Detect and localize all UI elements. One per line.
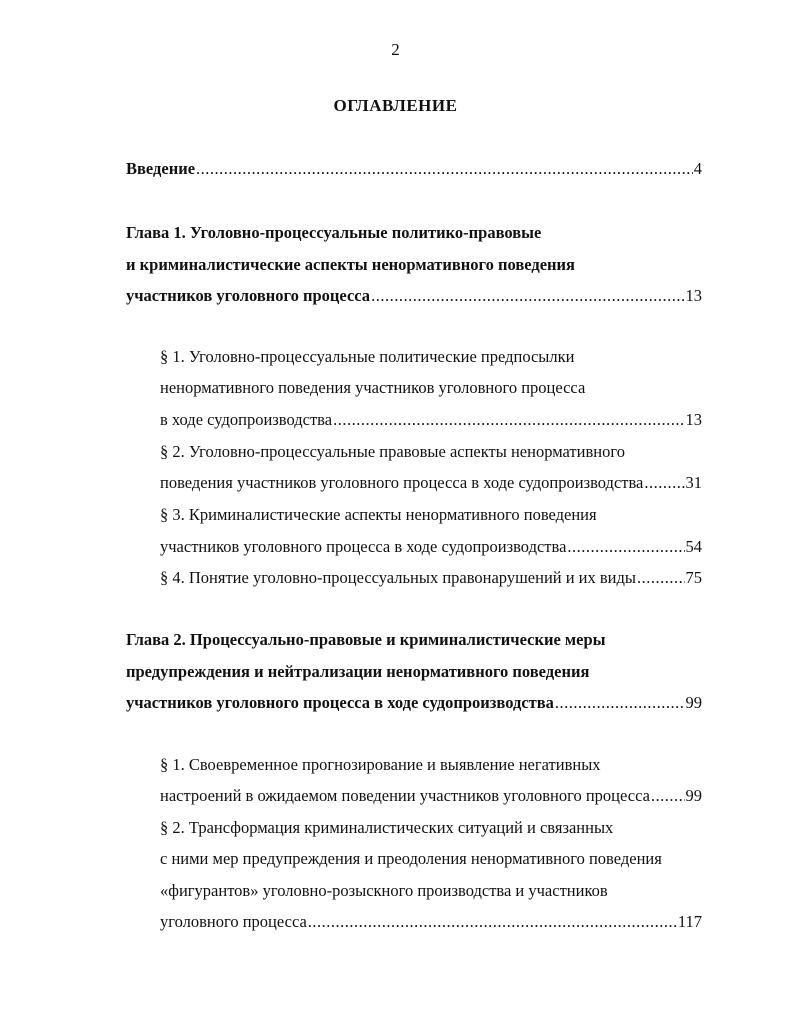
toc-entry-text: поведения участников уголовного процесса в ходе судопроизводства [160,473,644,492]
toc-entry-chapter-2[interactable] [126,693,702,713]
toc-entry-ch2-sec1[interactable] [160,786,702,806]
toc-page-number: 4 [693,159,702,178]
toc-entry-ch1-sec2[interactable] [160,473,702,493]
toc-page-number: 54 [685,537,702,556]
dot-leader [567,537,684,557]
toc-page-number: 75 [685,568,702,587]
toc-title: ОГЛАВЛЕНИЕ [333,96,458,115]
toc-page-number: 13 [685,410,702,429]
toc-entry-text: участников уголовного процесса в ходе судопроизводства [160,537,567,556]
dot-leader [308,912,677,932]
toc-entry-text: уголовного процесса [160,912,307,931]
ch1-sec2-line-1: § 2. Уголовно-процессуальные правовые аспекты ненормативного [160,442,625,461]
dot-leader [651,786,685,806]
toc-entry-text: Введение [126,159,196,178]
ch1-sec3-line-1: § 3. Криминалистические аспекты ненормативного поведения [160,505,597,524]
dot-leader [371,286,684,306]
page-number: 2 [391,40,400,59]
dot-leader [555,693,685,713]
toc-entry-ch1-sec4[interactable] [160,568,702,588]
chapter-2-title-line-1: Глава 2. Процессуально-правовые и криминалистические меры [126,630,606,649]
toc-entry-chapter-1[interactable] [126,286,702,306]
chapter-1-title-line-1: Глава 1. Уголовно-процессуальные политико-правовые [126,223,542,242]
chapter-2-title-line-2: предупреждения и нейтрализации ненормативного поведения [126,662,590,681]
toc-page-number: 13 [685,286,702,305]
ch2-sec2-line-1: § 2. Трансформация криминалистических ситуаций и связанных [160,818,614,837]
dot-leader [196,159,693,179]
dot-leader [333,410,684,430]
toc-entry-text: § 4. Понятие уголовно-процессуальных правонарушений и их виды [160,568,636,587]
toc-entry-text: участников уголовного процесса в ходе судопроизводства [126,693,554,712]
toc-entry-intro[interactable] [126,159,702,179]
ch1-sec1-line-1: § 1. Уголовно-процессуальные политические предпосылки [160,347,575,366]
toc-page-number: 117 [677,912,702,931]
toc-entry-ch1-sec1[interactable] [160,410,702,430]
toc-entry-ch2-sec2[interactable] [160,912,702,932]
toc-entry-text: в ходе судопроизводства [160,410,333,429]
toc-page-number: 31 [685,473,702,492]
chapter-1-title-line-2: и криминалистические аспекты ненормативного поведения [126,255,575,274]
ch1-sec1-line-2: ненормативного поведения участников уголовного процесса [160,378,586,397]
ch2-sec1-line-1: § 1. Своевременное прогнозирование и выявление негативных [160,755,601,774]
toc-page-number: 99 [685,693,702,712]
dot-leader [637,568,685,588]
dot-leader [644,473,684,493]
toc-entry-ch1-sec3[interactable] [160,537,702,557]
toc-page-number: 99 [685,786,702,805]
toc-entry-text: настроений в ожидаемом поведении участников уголовного процесса [160,786,650,805]
ch2-sec2-line-2: с ними мер предупреждения и преодоления ненормативного поведения [160,849,662,868]
toc-entry-text: участников уголовного процесса [126,286,371,305]
ch2-sec2-line-3: «фигурантов» уголовно-розыскного производства и участников [160,881,608,900]
